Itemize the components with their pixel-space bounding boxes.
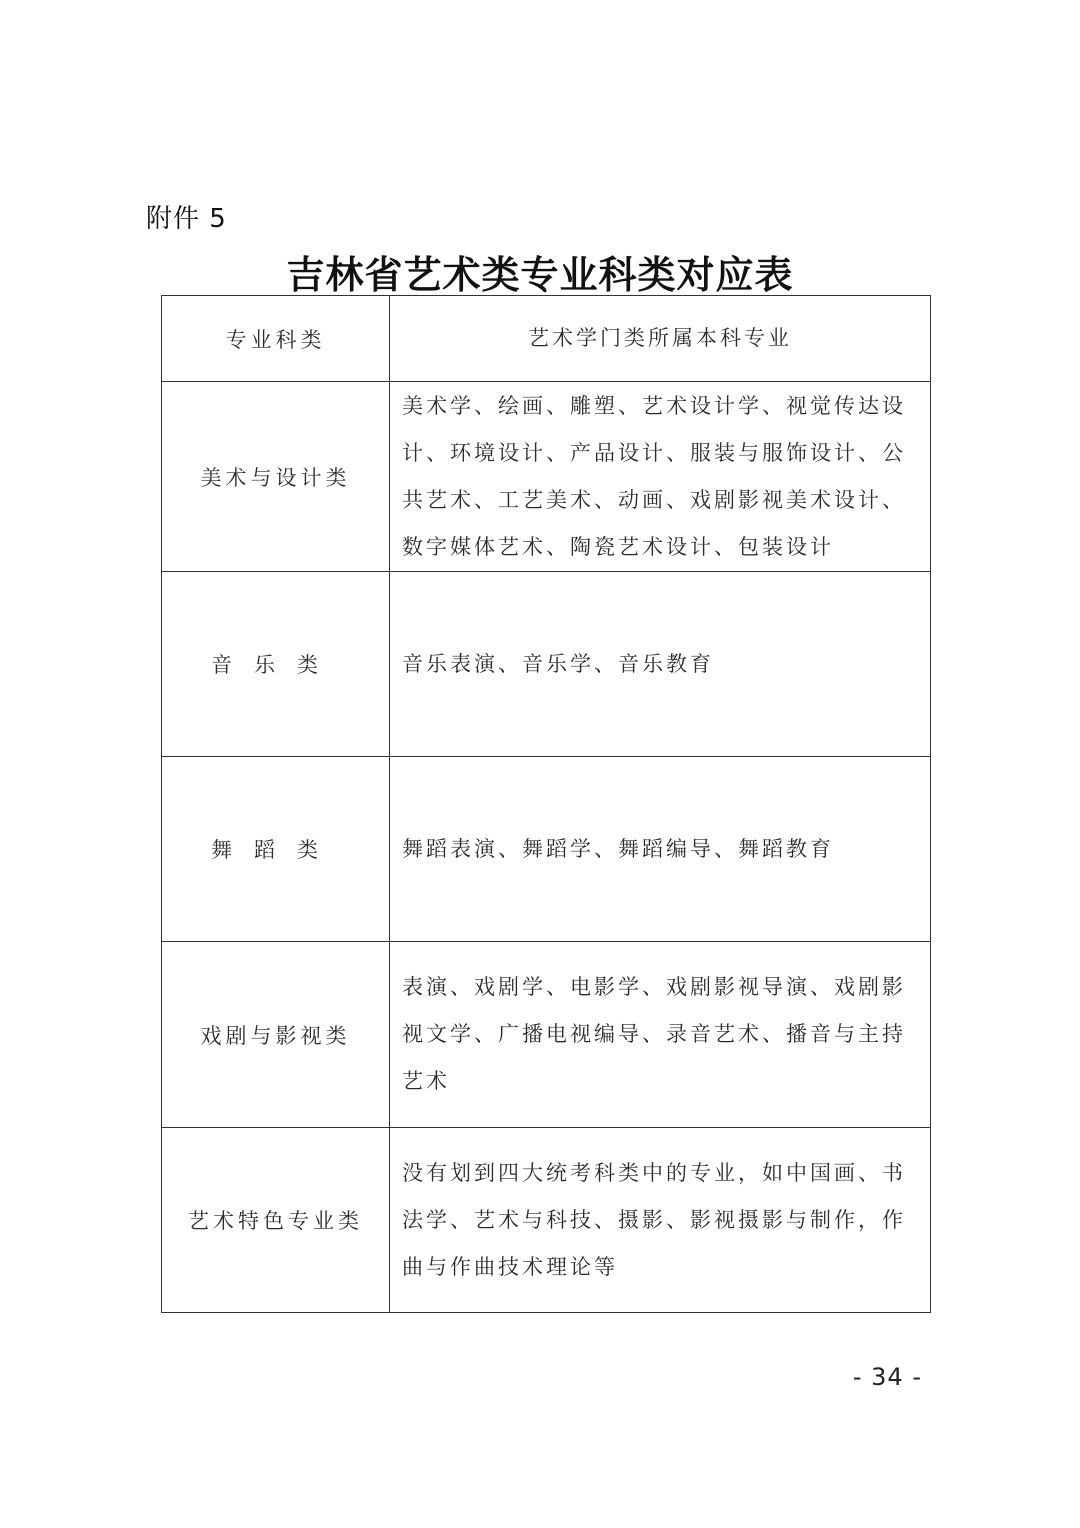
table-row <box>162 757 931 942</box>
header-category: 专业科类 <box>162 296 390 382</box>
major-category-table <box>161 295 931 1313</box>
document-title: 吉林省艺术类专业科类对应表 <box>286 253 794 297</box>
page-number: - 34 - <box>852 1363 922 1391</box>
attachment-label: 附件 5 <box>146 204 227 234</box>
category-cell: 美术与设计类 <box>162 382 390 572</box>
category-cell: 戏剧与影视类 <box>162 942 390 1128</box>
table-row <box>162 382 931 572</box>
majors-cell: 音乐表演、音乐学、音乐教育 <box>390 572 931 757</box>
category-cell: 艺术特色专业类 <box>162 1128 390 1313</box>
table-row <box>162 572 931 757</box>
table-row <box>162 942 931 1128</box>
majors-cell: 表演、戏剧学、电影学、戏剧影视导演、戏剧影视文学、广播电视编导、录音艺术、播音与主持艺术 <box>390 942 931 1128</box>
category-cell: 音乐类 <box>162 572 390 757</box>
table-row <box>162 1128 931 1313</box>
category-cell: 舞蹈类 <box>162 757 390 942</box>
majors-cell: 没有划到四大统考科类中的专业，如中国画、书法学、艺术与科技、摄影、影视摄影与制作，作曲与作曲技术理论等 <box>390 1128 931 1313</box>
majors-cell: 舞蹈表演、舞蹈学、舞蹈编导、舞蹈教育 <box>390 757 931 942</box>
table-header-row <box>162 296 931 382</box>
header-majors: 艺术学门类所属本科专业 <box>390 296 931 382</box>
majors-cell: 美术学、绘画、雕塑、艺术设计学、视觉传达设计、环境设计、产品设计、服装与服饰设计、公共艺术、工艺美术、动画、戏剧影视美术设计、数字媒体艺术、陶瓷艺术设计、包装设计 <box>390 382 931 572</box>
